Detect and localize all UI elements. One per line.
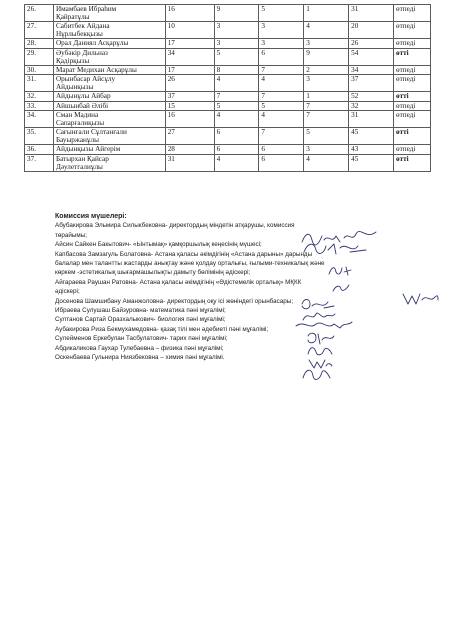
row-number: 36. (25, 145, 54, 155)
score-4: 7 (304, 101, 349, 111)
score-4: 7 (304, 111, 349, 128)
result-status: өтпеді (394, 145, 431, 155)
score-3: 5 (259, 101, 304, 111)
commission-member-line: Оскенбаева Гульнира Ниязбековна – химия пәні мұғалімі. (55, 354, 225, 362)
commission-member-line: Султанов Сартай Оразхалыкович- биология пәні мұғалімі; (55, 316, 226, 324)
row-number: 33. (25, 101, 54, 111)
score-4: 5 (304, 128, 349, 145)
student-name: Әубәкір Дильназ Қадірқызы (53, 48, 165, 65)
score-4: 1 (304, 5, 349, 22)
total-score: 54 (349, 48, 394, 65)
student-name: Айдынұлы Айбар (53, 92, 165, 102)
result-status: өтпеді (394, 75, 431, 92)
commission-member-line: Айгараева Раушан Ратовна- Астана қаласы әкімдігінің «Әдістемелік орталық» МҚКК (55, 278, 302, 286)
total-score: 26 (349, 39, 394, 49)
signature-12 (300, 366, 332, 384)
commission-member-line: Капбасова Замзагуль Болатовна- Астана қаласы әкімдігінің «Астана дарыны» дарынды (55, 250, 313, 258)
result-status: өтпеді (394, 65, 431, 75)
student-name: Орал Даниял Асқарұлы (53, 39, 165, 49)
score-4: 4 (304, 22, 349, 39)
table-row (25, 111, 431, 128)
score-2: 3 (214, 22, 259, 39)
row-number: 34. (25, 111, 54, 128)
score-3: 4 (259, 75, 304, 92)
score-1: 26 (165, 75, 214, 92)
total-score: 45 (349, 154, 394, 171)
student-name: Айдынқызы Айгерім (53, 145, 165, 155)
result-status: өтті (394, 128, 431, 145)
score-2: 5 (214, 101, 259, 111)
total-score: 43 (349, 145, 394, 155)
commission-member-line: Аубакирова Риза Бекмухамедовна- қазақ тілі мен әдебиеті пәні мұғалімі; (55, 325, 269, 333)
score-2: 3 (214, 39, 259, 49)
row-number: 35. (25, 128, 54, 145)
score-1: 16 (165, 111, 214, 128)
score-1: 15 (165, 101, 214, 111)
total-score: 37 (349, 75, 394, 92)
table-row (25, 48, 431, 65)
score-3: 6 (259, 154, 304, 171)
commission-member-line: Айсин Сайкен Бакытович- «Ынтымақ» қамқоршылық кеңесінің мүшесі; (55, 241, 262, 249)
score-2: 6 (214, 145, 259, 155)
row-number: 32. (25, 92, 54, 102)
table-row (25, 101, 431, 111)
score-2: 6 (214, 128, 259, 145)
commission-member-line: Сулейменов Еркебулан Тасбулатович- тарих пәні мұғалімі; (55, 335, 228, 343)
table-row (25, 65, 431, 75)
results-table (24, 4, 431, 172)
score-4: 3 (304, 75, 349, 92)
total-score: 31 (349, 111, 394, 128)
score-3: 3 (259, 22, 304, 39)
commission-members (55, 221, 395, 362)
table-row (25, 75, 431, 92)
student-name: Марат Медихан Асқарұлы (53, 65, 165, 75)
commission-heading: Комиссия мүшелері: (55, 213, 127, 220)
score-2: 9 (214, 5, 259, 22)
table-row (25, 22, 431, 39)
total-score: 31 (349, 5, 394, 22)
commission-member-line: Досенова Шамшибану Аманжоловна- директордың оқу ісі жөніндегі орынбасары; (55, 297, 294, 305)
student-name: Батырхан Қайсар Дәулетгалиұлы (53, 154, 165, 171)
student-name: Сабитбек Айдана Нұрлыбекқызы (53, 22, 165, 39)
score-1: 17 (165, 65, 214, 75)
row-number: 28. (25, 39, 54, 49)
score-4: 3 (304, 145, 349, 155)
table-row (25, 5, 431, 22)
score-3: 7 (259, 65, 304, 75)
student-name: Сағынғали Сұлтанғали Бауыржанұлы (53, 128, 165, 145)
results-table-body (25, 5, 431, 172)
result-status: өтпеді (394, 39, 431, 49)
score-1: 27 (165, 128, 214, 145)
table-row (25, 92, 431, 102)
result-status: өтпеді (394, 5, 431, 22)
score-1: 34 (165, 48, 214, 65)
score-4: 1 (304, 92, 349, 102)
score-2: 7 (214, 92, 259, 102)
score-1: 37 (165, 92, 214, 102)
student-name: Айшынбай Әлібі (53, 101, 165, 111)
score-2: 5 (214, 48, 259, 65)
score-3: 7 (259, 92, 304, 102)
row-number: 31. (25, 75, 54, 92)
row-number: 29. (25, 48, 54, 65)
total-score: 45 (349, 128, 394, 145)
signature-5 (400, 290, 440, 308)
student-name: Сман Мадина Сапарғалиқызы (53, 111, 165, 128)
result-status: өтпеді (394, 111, 431, 128)
row-number: 27. (25, 22, 54, 39)
commission-member-line: Абдикаликова Гаухар Тулебаевна – физика пәні мұғалімі; (55, 344, 224, 352)
table-row (25, 154, 431, 171)
row-number: 26. (25, 5, 54, 22)
row-number: 30. (25, 65, 54, 75)
score-4: 3 (304, 39, 349, 49)
student-name: Имамбаев Ибраһим Қайратұлы (53, 5, 165, 22)
score-3: 6 (259, 48, 304, 65)
score-1: 17 (165, 39, 214, 49)
score-4: 4 (304, 154, 349, 171)
total-score: 52 (349, 92, 394, 102)
score-4: 2 (304, 65, 349, 75)
score-3: 3 (259, 39, 304, 49)
result-status: өтті (394, 92, 431, 102)
score-3: 6 (259, 145, 304, 155)
commission-member-line: төрайымы; (55, 231, 88, 239)
result-status: өтті (394, 154, 431, 171)
total-score: 20 (349, 22, 394, 39)
score-2: 4 (214, 75, 259, 92)
score-1: 28 (165, 145, 214, 155)
score-2: 8 (214, 65, 259, 75)
table-row (25, 39, 431, 49)
commission-member-line: балалар мен талантты жастарды анықтау және қолдау орталығы, ғылыми-техникалық және (55, 260, 325, 268)
student-name: Орынбасар Айсұлу Айдынқызы (53, 75, 165, 92)
score-1: 16 (165, 5, 214, 22)
score-1: 31 (165, 154, 214, 171)
row-number: 37. (25, 154, 54, 171)
commission-member-line: Абубакирова Эльмира Силыкбековна- директордың міндетін атқарушы, комиссия (55, 222, 295, 230)
result-status: өтпеді (394, 101, 431, 111)
score-1: 10 (165, 22, 214, 39)
commission-member-line: көркем -эстетикалық шығармашылықты дамыту бөлімінің әдіскері; (55, 269, 251, 277)
total-score: 32 (349, 101, 394, 111)
total-score: 34 (349, 65, 394, 75)
result-status: өтті (394, 48, 431, 65)
score-3: 7 (259, 128, 304, 145)
score-3: 4 (259, 111, 304, 128)
commission-member-line: әдіскері; (55, 288, 80, 296)
table-row (25, 145, 431, 155)
score-2: 4 (214, 154, 259, 171)
score-2: 4 (214, 111, 259, 128)
result-status: өтпеді (394, 22, 431, 39)
score-3: 5 (259, 5, 304, 22)
commission-section (55, 212, 395, 363)
table-row (25, 128, 431, 145)
commission-member-line: Ибраева Сулушаш Байзуровна- математика пәні мұғалімі; (55, 307, 226, 315)
score-4: 9 (304, 48, 349, 65)
